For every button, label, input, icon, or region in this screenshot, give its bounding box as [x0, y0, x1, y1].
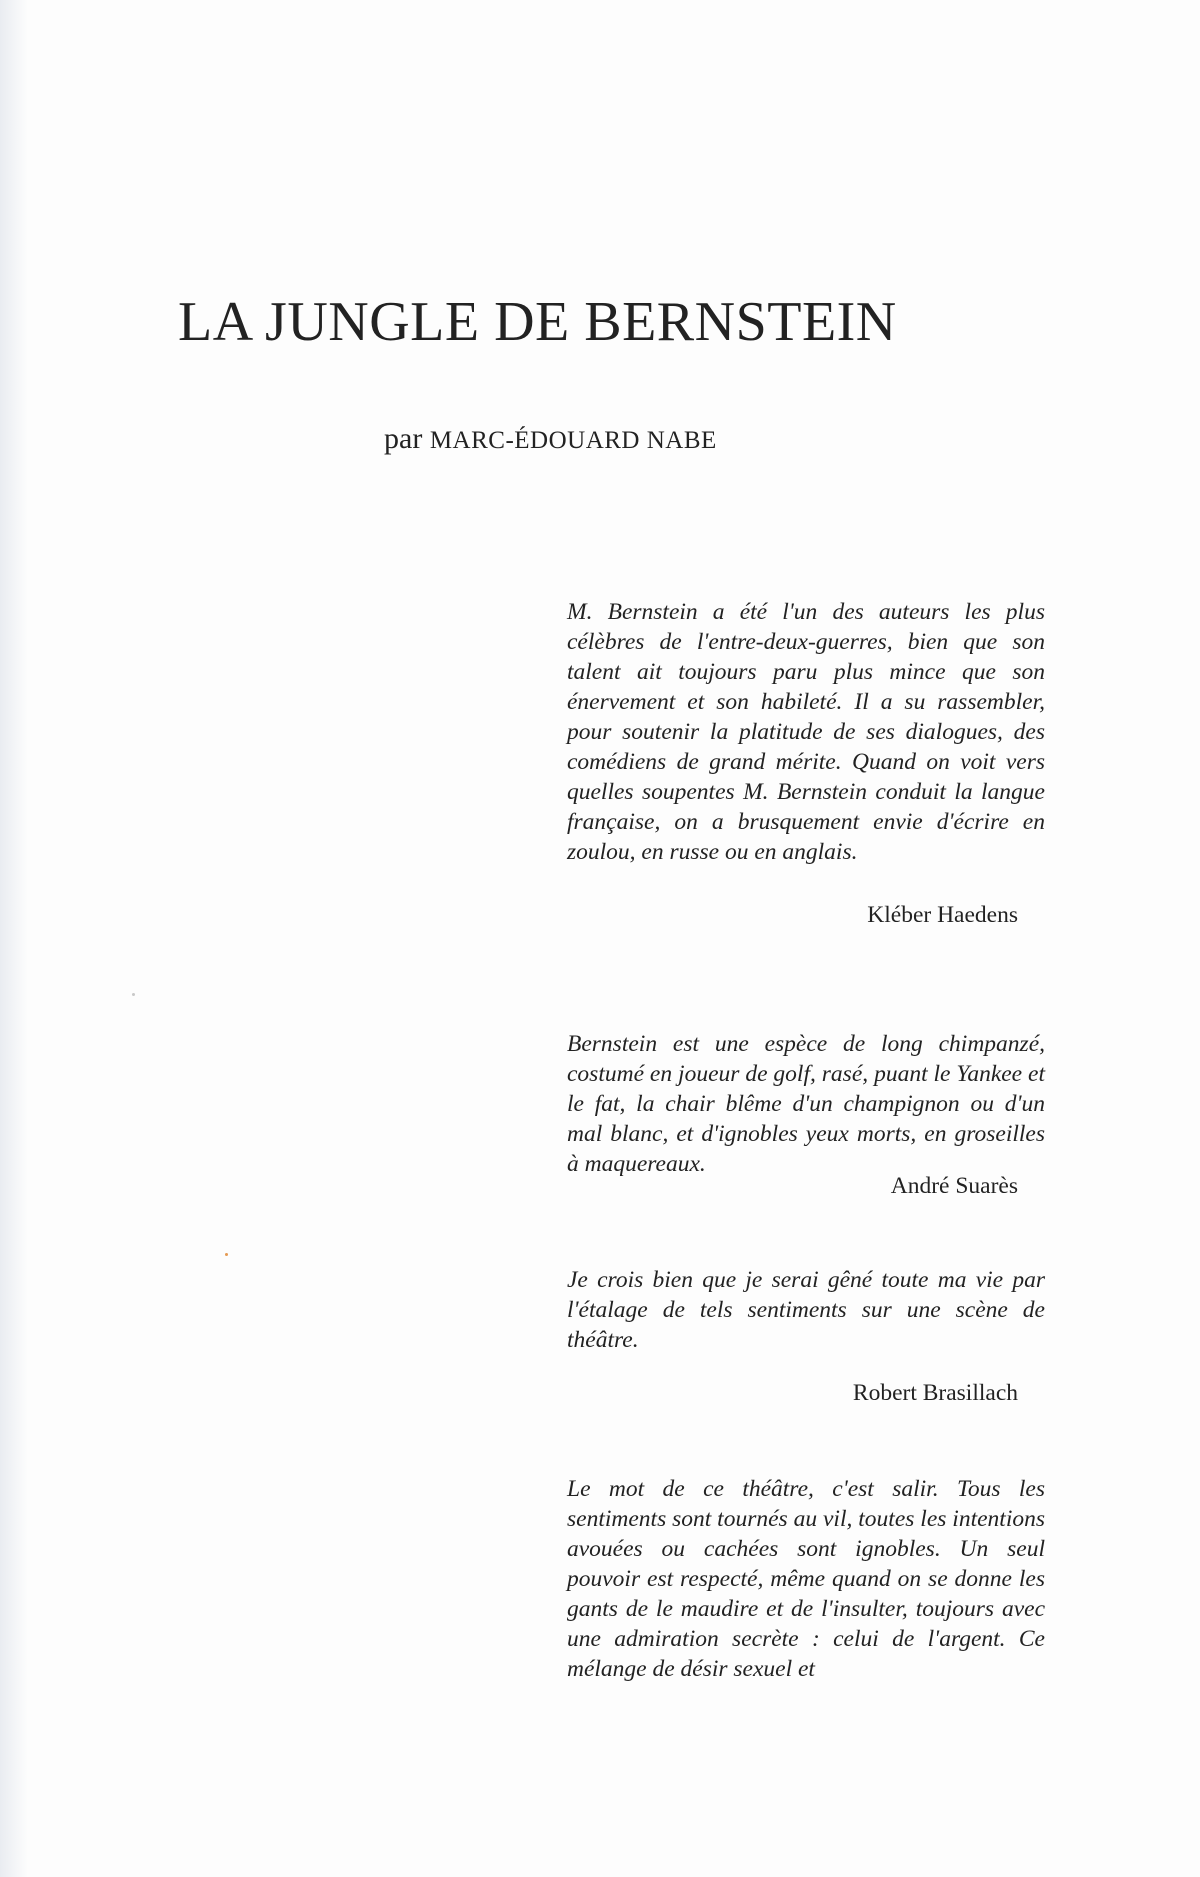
page-edge-shadow — [0, 0, 28, 1877]
body-paragraph: Le mot de ce théâtre, c'est salir. Tous les sentiments sont tournés au vil, toutes les intentions avouées ou cachées sont ignobles. Un seul pouvoir est respecté, même quand on se donne les gants de le maudire et de l'insulter, toujours avec une admiration secrète : celui de l'argent. Ce mélange de désir sexuel et — [567, 1476, 1045, 1682]
epigraph-attribution-suares: André Suarès — [890, 1173, 1018, 1199]
paper-speck — [132, 993, 135, 996]
epigraph-quote-haedens: M. Bernstein a été l'un des auteurs les plus célèbres de l'entre-deux-guerres, bien que son talent ait toujours paru plus mince que son énervement et son habileté. Il a su rassembler, pour soutenir la platitude de ses dialogues, des comédiens de grand mérite. Quand on voit vers quelles soupentes M. Bernstein conduit la langue française, on a brusquement envie d'écrire en zoulou, en russe ou en anglais. — [567, 599, 1045, 865]
epigraph-attribution-haedens: Kléber Haedens — [867, 902, 1018, 928]
page-title: LA JUNGLE DE BERNSTEIN — [178, 291, 897, 353]
byline-prefix: par — [384, 422, 423, 455]
epigraph-attribution-brasillach: Robert Brasillach — [852, 1380, 1018, 1406]
byline-author: MARC-ÉDOUARD NABE — [429, 427, 717, 454]
epigraph-quote-suares: Bernstein est une espèce de long chimpanzé, costumé en joueur de golf, rasé, puant le Yankee et le fat, la chair blême d'un champignon ou d'un mal blanc, et d'ignobles yeux morts, en groseilles à maquereaux. — [567, 1031, 1045, 1177]
epigraph-quote-brasillach: Je crois bien que je serai gêné toute ma vie par l'étalage de tels sentiments sur une scène de théâtre. — [567, 1267, 1045, 1353]
byline — [384, 422, 717, 456]
paper-speck — [225, 1253, 228, 1256]
